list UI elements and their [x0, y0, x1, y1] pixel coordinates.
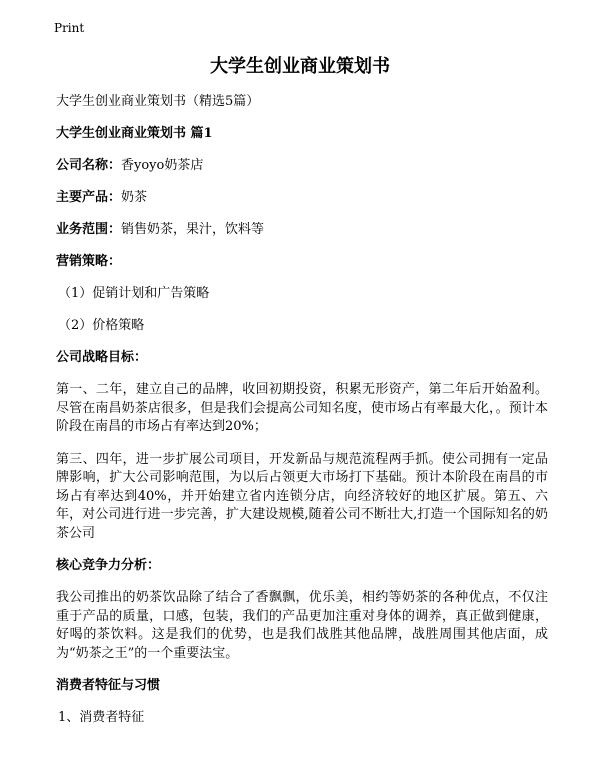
main-product-field [56, 189, 548, 207]
document-body [56, 93, 548, 741]
main-product-label: 主要产品： [56, 190, 122, 205]
document-title: 大学生创业商业策划书 [210, 56, 390, 77]
business-scope-field [56, 221, 548, 239]
chapter-heading: 大学生创业商业策划书 篇1 [56, 126, 213, 141]
competitiveness-paragraph: 我公司推出的奶茶饮品除了结合了香飘飘，优乐美，相约等奶茶的各种优点，不仅注重于产品的质量，口感，包装，我们的产品更加注重对身体的调养，真正做到健康，好喝的茶饮料。这是我们的优势，也是我们战胜其他品牌，战胜周围其他店面，成为“奶茶之王”的一个重要法宝。 [56, 590, 548, 661]
competitiveness-heading: 核心竞争力分析： [56, 558, 161, 573]
consumer-item: 1、消费者特征 [58, 710, 145, 725]
business-scope-value: 销售奶茶，果汁，饮料等 [121, 222, 265, 237]
strategy-paragraph-1: 第一、二年，建立自己的品牌，收回初期投资，积累无形资产，第二年后开始盈利。尽管在南昌奶茶店很多，但是我们会提高公司知名度，使市场占有率最大化，。预计本阶段在南昌的市场占有率达到20%； [56, 382, 548, 434]
marketing-item-price: （2）价格策略 [58, 318, 145, 333]
subtitle: 大学生创业商业策划书（精选5篇） [56, 94, 260, 109]
strategy-heading: 公司战略目标： [56, 350, 148, 365]
consumer-heading: 消费者特征与习惯 [56, 678, 161, 693]
company-name-label: 公司名称： [56, 158, 122, 173]
print-label: Print [54, 21, 85, 35]
business-scope-label: 业务范围： [56, 222, 122, 237]
strategy-paragraph-2: 第三、四年，进一步扩展公司项目，开发新品与规范流程两手抓。使公司拥有一定品牌影响，扩大公司影响范围，为以后占领更大市场打下基础。预计本阶段在南昌的市场占有率达到40%，并开始建立省内连锁分店，向经济较好的地区扩展。第五、六年，对公司进行进一步完善，扩大建设规模,随着公司不断壮大,打造一个国际知名的奶茶公司 [56, 451, 548, 541]
company-name-value: 香yoyo奶茶店 [121, 158, 204, 173]
company-name-field [56, 157, 548, 175]
main-product-value: 奶茶 [121, 190, 148, 205]
marketing-item-promotion: （1）促销计划和广告策略 [58, 286, 210, 301]
marketing-heading: 营销策略： [56, 254, 122, 269]
